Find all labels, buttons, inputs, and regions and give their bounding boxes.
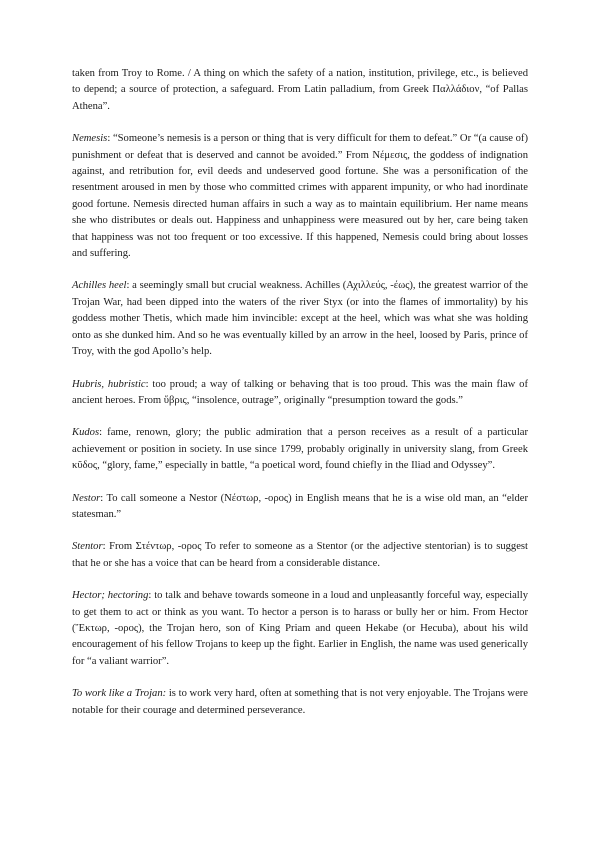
paragraph-kudos [72,425,528,474]
document-page [72,66,528,735]
entry-term: Achilles heel [72,280,127,292]
entry-term: Nestor [72,492,101,504]
entry-text: is to work very hard, often at something that is not very enjoyable. The Trojans were notable for their courage and determined perseverance. [72,688,528,716]
paragraph-stentor [72,539,528,572]
paragraph-nestor [72,491,528,524]
entry-text: : to talk and behave towards someone in a loud and unpleasantly forceful way, especially to get them to act or think as you want. To hector a person is to harass or bully her or him. From Hector (Ἕκτωρ, -ορος), the Trojan hero, son of King Priam and queen Hekabe (or Hecuba), about his wild encouragement of his fellow Trojans to keep up the fight. Earlier in English, the name was used generically for “a valiant warrior”. [72,590,528,667]
entry-term: Stentor [72,541,103,553]
paragraph-palladium-continuation [72,66,528,115]
entry-term: To work like a Trojan: [72,688,167,700]
entry-text: : “Someone’s nemesis is a person or thing that is very difficult for them to defeat.” Or “(a cause of) punishment or defeat that is deserved and cannot be avoided.” From Νέμεσις, the goddess of indignation against, and retribution for, evil deeds and undeserved good fortune. She was a personification of the resentment aroused in men by those who committed crimes with apparent impunity, or who had inordinate good fortune. Nemesis directed human affairs in such a way as to maintain equilibrium. Her name means she who distributes or deals out. Happiness and unhappiness were measured out by her, care being taken that happiness was not too frequent or too excessive. If this happened, Nemesis could bring about losses and suffering. [72,133,528,260]
paragraph-nemesis [72,131,528,262]
entry-term: Hector; hectoring [72,590,149,602]
entry-text: : To call someone a Nestor (Νέστωρ, -ορος) in English means that he is a wise old man, an “elder statesman.” [72,492,528,520]
entry-term: Nemesis [72,133,108,145]
paragraph-hubris [72,377,528,410]
entry-term: Kudos [72,427,100,439]
entry-text: : fame, renown, glory; the public admiration that a person receives as a result of a particular achievement or position in society. In use since 1799, probably originally in university slang, from Greek κῦδος, “glory, fame,” especially in battle, “a poetical word, found chiefly in the Iliad and Odyssey”. [72,427,528,472]
entry-text: : too proud; a way of talking or behaving that is too proud. This was the main flaw of ancient heroes. From ὕβρις, “insolence, outrage”, originally “presumption toward the gods.” [72,378,528,406]
entry-text: : From Στέντωρ, -ορος To refer to someone as a Stentor (or the adjective stentorian) is to suggest that he or she has a voice that can be heard from a considerable distance. [72,541,528,569]
entry-text: taken from Troy to Rome. / A thing on which the safety of a nation, institution, privilege, etc., is believed to depend; a source of protection, a safeguard. From Latin palladium, from Greek Παλλάδιον, “of Pallas Athena”. [72,68,528,112]
entry-text: : a seemingly small but crucial weakness. Achilles (Αχιλλεύς, -έως), the greatest warrior of the Trojan War, had been dipped into the waters of the river Styx (or into the flames of immortality) by his goddess mother Thetis, which made him invincible: except at the heel, which was what she was holding onto as she dunked him. And so he was eventually killed by an arrow in the heel, loosed by Paris, prince of Troy, with the god Apollo’s help. [72,280,528,358]
entry-term: Hubris, hubristic [72,378,146,390]
paragraph-work-like-a-trojan [72,686,528,719]
paragraph-hector [72,588,528,670]
paragraph-achilles-heel [72,278,528,360]
